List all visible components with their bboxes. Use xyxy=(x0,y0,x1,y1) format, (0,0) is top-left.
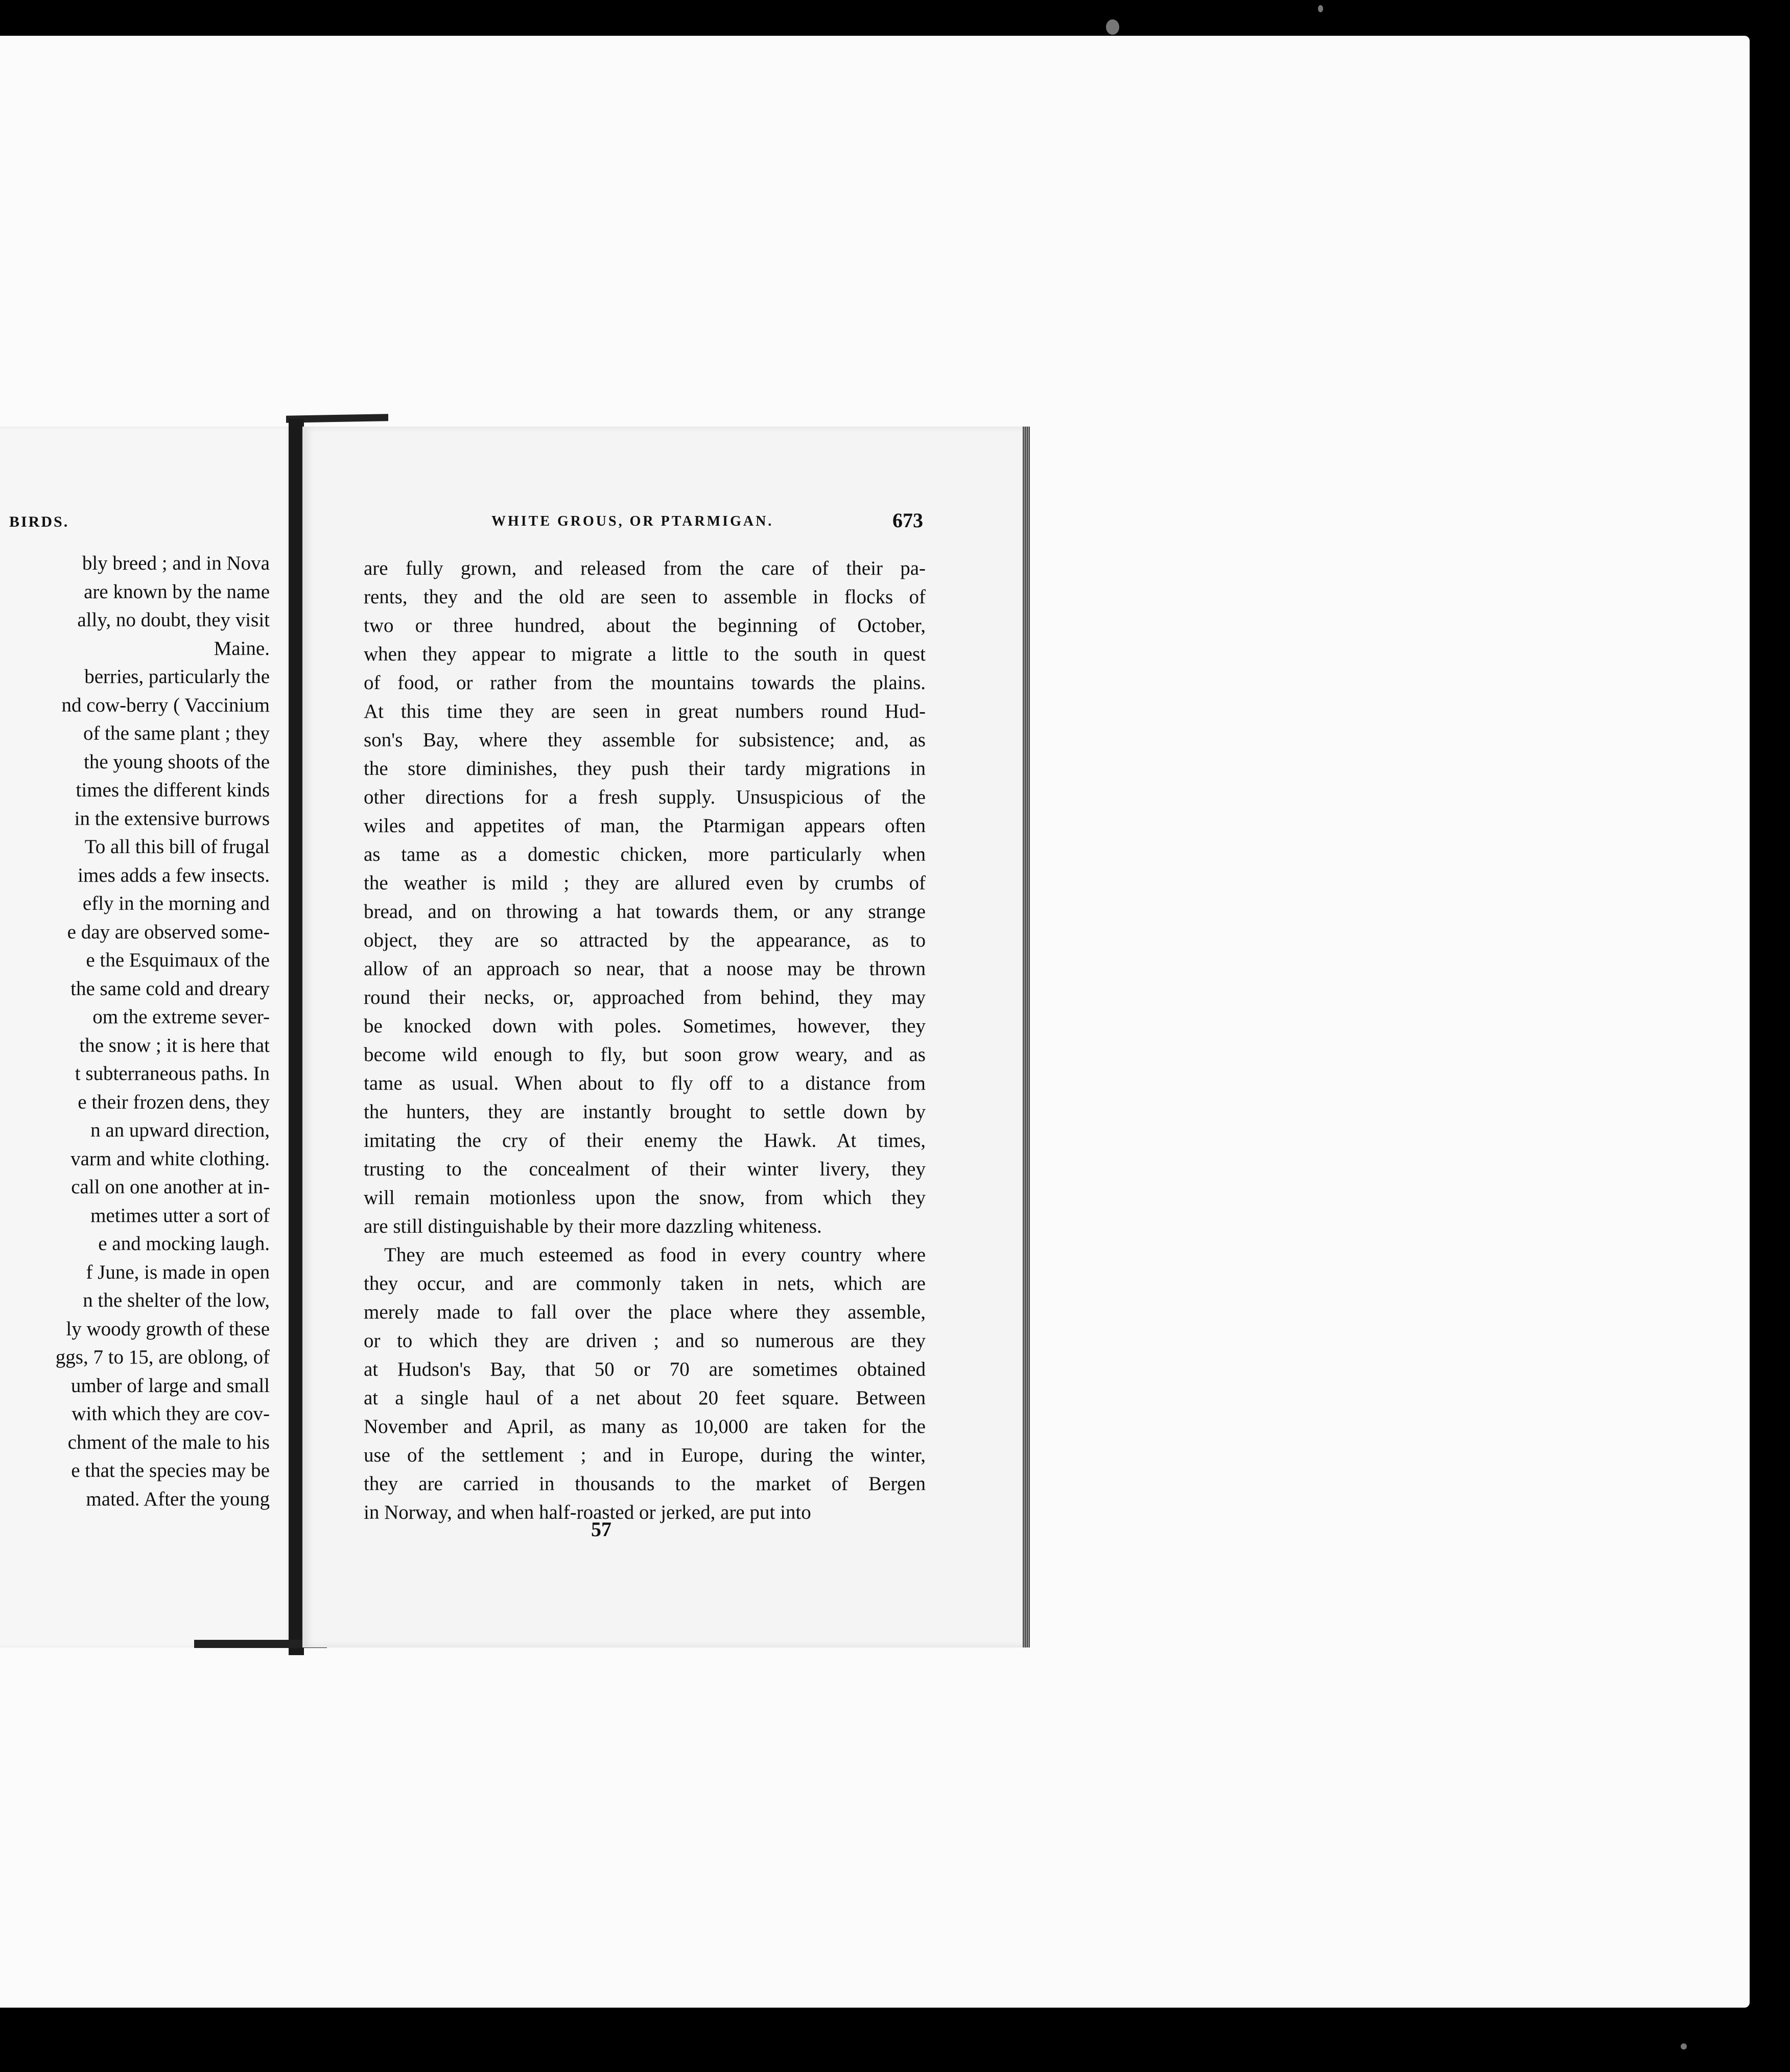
text-line: are fully grown, and released from the care of their pa- xyxy=(364,557,926,579)
text-line: efly in the morning and xyxy=(82,892,270,914)
scan-speck xyxy=(1681,2043,1687,2050)
text-line: To all this bill of frugal xyxy=(84,836,270,858)
text-line: rents, they and the old are seen to assemble in flocks of xyxy=(364,586,926,608)
text-line: when they appear to migrate a little to the south in quest xyxy=(364,643,926,665)
book-gutter xyxy=(289,419,304,1655)
text-line: are still distinguishable by their more dazzling whiteness. xyxy=(364,1215,822,1237)
text-line: At this time they are seen in great numbers round Hud- xyxy=(364,700,926,722)
text-line: wiles and appetites of man, the Ptarmigan appears often xyxy=(364,815,926,837)
left-text-column xyxy=(0,549,270,1513)
text-line: berries, particularly the xyxy=(84,666,270,688)
right-running-head: WHITE GROUS, OR PTARMIGAN. xyxy=(491,513,774,529)
text-line: son's Bay, where they assemble for subsistence; and, as xyxy=(364,729,926,751)
text-line: varm and white clothing. xyxy=(70,1147,270,1170)
text-line: November and April, as many as 10,000 are taken for the xyxy=(364,1416,926,1438)
scan-speck xyxy=(1318,5,1323,12)
text-line: with which they are cov- xyxy=(72,1403,270,1425)
text-line: two or three hundred, about the beginning of October, xyxy=(364,615,926,637)
text-line: f June, is made in open xyxy=(86,1261,270,1283)
text-line: the hunters, they are instantly brought to settle down by xyxy=(364,1101,926,1123)
text-line: the same cold and dreary xyxy=(70,977,270,1000)
text-line: will remain motionless upon the snow, from which they xyxy=(364,1187,926,1209)
scan-speck xyxy=(1106,19,1119,35)
right-text-column xyxy=(364,554,926,1527)
text-line: e day are observed some- xyxy=(67,921,270,943)
text-line: e and mocking laugh. xyxy=(98,1233,270,1255)
text-line: ggs, 7 to 15, are oblong, of xyxy=(55,1346,270,1368)
text-line: imitating the cry of their enemy the Hawk. At times, xyxy=(364,1129,926,1151)
text-line: n the shelter of the low, xyxy=(83,1289,270,1311)
text-line: nd cow-berry ( Vaccinium xyxy=(61,694,270,716)
text-line: bread, and on throwing a hat towards them, or any strange xyxy=(364,901,926,923)
text-line: use of the settlement ; and in Europe, during the winter, xyxy=(364,1444,926,1466)
text-line: of the same plant ; they xyxy=(83,722,270,744)
text-line: e that the species may be xyxy=(71,1459,270,1481)
text-line: be knocked down with poles. Sometimes, however, they xyxy=(364,1015,926,1037)
text-line: e the Esquimaux of the xyxy=(86,949,270,971)
text-line: they are carried in thousands to the market of Bergen xyxy=(364,1473,926,1495)
text-line: or to which they are driven ; and so numerous are they xyxy=(364,1330,926,1352)
signature-mark: 57 xyxy=(591,1518,611,1541)
text-line: become wild enough to fly, but soon grow weary, and as xyxy=(364,1044,926,1066)
text-line: They are much esteemed as food in every country where xyxy=(384,1244,926,1266)
text-line: as tame as a domestic chicken, more particularly when xyxy=(364,843,926,865)
text-line: merely made to fall over the place where they assemble, xyxy=(364,1301,926,1323)
text-line: metimes utter a sort of xyxy=(90,1204,270,1227)
text-line: the store diminishes, they push their tardy migrations in xyxy=(364,758,926,780)
text-line: are known by the name xyxy=(84,580,270,603)
text-line: chment of the male to his xyxy=(67,1431,270,1453)
text-line: om the extreme sever- xyxy=(92,1006,270,1028)
text-line: in the extensive burrows xyxy=(74,807,270,830)
right-page xyxy=(302,427,1030,1647)
text-line: tame as usual. When about to fly off to a distance from xyxy=(364,1072,926,1094)
text-line: t subterraneous paths. In xyxy=(75,1063,270,1085)
left-running-head: BIRDS. xyxy=(9,513,69,530)
text-line: ly woody growth of these xyxy=(66,1317,270,1340)
text-line: of food, or rather from the mountains towards the plains. xyxy=(364,672,926,694)
text-line: at a single haul of a net about 20 feet square. Between xyxy=(364,1387,926,1409)
text-line: the snow ; it is here that xyxy=(79,1034,270,1056)
left-page xyxy=(0,427,292,1647)
text-line: imes adds a few insects. xyxy=(78,864,270,886)
text-line: umber of large and small xyxy=(70,1374,270,1397)
page-edge xyxy=(1023,427,1030,1647)
page-number: 673 xyxy=(892,509,923,532)
text-line: e their frozen dens, they xyxy=(78,1091,270,1113)
text-line: in Norway, and when half-roasted or jerked, are put into xyxy=(364,1501,811,1523)
text-line: mated. After the young xyxy=(86,1488,270,1510)
text-line: allow of an approach so near, that a noose may be thrown xyxy=(364,958,926,980)
text-line: they occur, and are commonly taken in nets, which are xyxy=(364,1273,926,1294)
text-line: bly breed ; and in Nova xyxy=(82,552,270,574)
text-line: object, they are so attracted by the appearance, as to xyxy=(364,929,926,951)
text-line: n an upward direction, xyxy=(90,1119,270,1141)
text-line: the weather is mild ; they are allured even by crumbs of xyxy=(364,872,926,894)
text-line: ally, no doubt, they visit xyxy=(77,609,270,631)
text-line: times the different kinds xyxy=(76,779,270,801)
text-line: the young shoots of the xyxy=(84,750,270,773)
text-line: Maine. xyxy=(214,637,270,660)
text-line: other directions for a fresh supply. Unsuspicious of the xyxy=(364,786,926,808)
text-line: at Hudson's Bay, that 50 or 70 are sometimes obtained xyxy=(364,1358,926,1380)
text-line: round their necks, or, approached from behind, they may xyxy=(364,986,926,1008)
text-line: trusting to the concealment of their winter livery, they xyxy=(364,1158,926,1180)
text-line: call on one another at in- xyxy=(71,1176,270,1198)
